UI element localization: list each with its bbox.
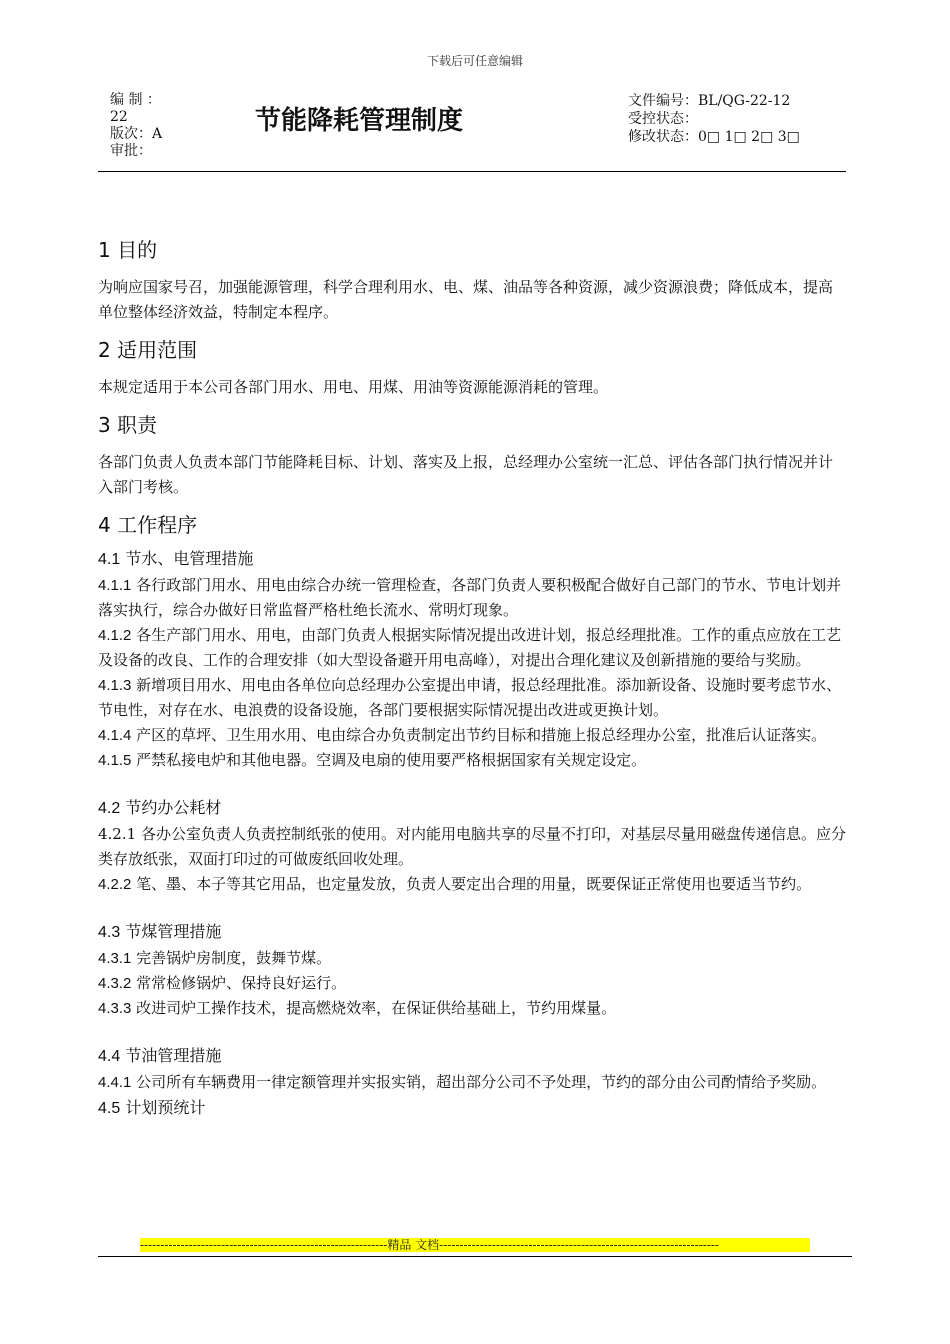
- item-4-3-1: 4.3.1 完善锅炉房制度，鼓舞节煤。: [98, 949, 332, 967]
- subsection-4-5-title: 4.5 计划预统计: [98, 1098, 206, 1117]
- section-2-body: 本规定适用于本公司各部门用水、用电、用煤、用油等资源能源消耗的管理。: [98, 378, 609, 396]
- section-2-title: 2 适用范围: [98, 338, 198, 362]
- item-4-1-5: 4.1.5 严禁私接电炉和其他电器。空调及电扇的使用要严格根据国家有关规定设定。: [98, 751, 647, 769]
- subsection-4-1-title: 4.1 节水、电管理措施: [98, 549, 254, 568]
- item-4-1-4: 4.1.4 产区的草坪、卫生用水用、电由综合办负责制定出节约目标和措施上报总经理办公室，批准后认证落实。: [98, 726, 827, 744]
- section-1-title: 1 目的: [98, 238, 158, 262]
- section-3-body: 各部门负责人负责本部门节能降耗目标、计划、落实及上报，总经理办公室统一汇总、评估各部门执行情况并计入部门考核。: [98, 453, 834, 496]
- item-4-1-3: 4.1.3 新增项目用水、用电由各单位向总经理办公室提出申请，报总经理批准。添加新设备、设施时要考虑节水、节电性，对存在水、电浪费的设备设施，各部门要根据实际情况提出改进或更换计划。: [98, 676, 842, 719]
- approval-label: 审批：: [110, 143, 152, 159]
- header-divider: [98, 171, 846, 172]
- document-title: 节能降耗管理制度: [255, 106, 464, 136]
- header-right-block: [628, 92, 800, 146]
- item-4-2-1: 4.2.1 各办公室负责人负责控制纸张的使用。对内能用电脑共享的尽量不打印，对基层尽量用磁盘传递信息。应分类存放纸张，双面打印过的可做废纸回收处理。: [98, 825, 846, 868]
- item-4-1-2: 4.1.2 各生产部门用水、用电，由部门负责人根据实际情况提出改进计划，报总经理批准。工作的重点应放在工艺及设备的改良、工作的合理安排（如大型设备避开用电高峰），对提出合理化建议及创新措施的要给与奖励。: [98, 626, 842, 669]
- editor-label: 编 制 ：: [110, 92, 161, 108]
- document-body: [98, 233, 846, 1122]
- item-4-3-3: 4.3.3 改进司炉工操作技术，提高燃烧效率，在保证供给基础上，节约用煤量。: [98, 999, 617, 1017]
- file-number: 文件编号：BL/QG-22-12: [628, 93, 791, 109]
- item-4-2-2: 4.2.2 笔、墨、本子等其它用品，也定量发放，负责人要定出合理的用量，既要保证正常使用也要适当节约。: [98, 875, 812, 893]
- subsection-4-3-title: 4.3 节煤管理措施: [98, 922, 222, 941]
- item-4-3-2: 4.3.2 常常检修锅炉、保持良好运行。: [98, 974, 347, 992]
- item-4-4-1: 4.4.1 公司所有车辆费用一律定额管理并实报实销，超出部分公司不予处理，节约的部分由公司酌情给予奖励。: [98, 1073, 827, 1091]
- item-4-1-1: 4.1.1 各行政部门用水、用电由综合办统一管理检查，各部门负责人要积极配合做好自己部门的节水、节电计划并落实执行，综合办做好日常监督严格杜绝长流水、常明灯现象。: [98, 576, 842, 619]
- section-4-title: 4 工作程序: [98, 513, 198, 537]
- footer-divider: [98, 1256, 852, 1257]
- section-1-body: 为响应国家号召，加强能源管理，科学合理利用水、电、煤、油品等各种资源，减少资源浪费；降低成本，提高单位整体经济效益，特制定本程序。: [98, 278, 834, 321]
- footer-watermark-bar: -------------------------------------------------------------精品 文档---------------------------------------------------------------------: [140, 1238, 810, 1252]
- subsection-4-2-title: 4.2 节约办公耗材: [98, 798, 222, 817]
- editor-value: 22: [110, 109, 128, 125]
- revision-status: 修改状态：0□ 1□ 2□ 3□: [628, 129, 800, 145]
- section-3-title: 3 职责: [98, 413, 158, 437]
- subsection-4-4-title: 4.4 节油管理措施: [98, 1046, 222, 1065]
- control-status: 受控状态：: [628, 111, 698, 127]
- header-left-block: [110, 92, 200, 160]
- version-label: 版次：A: [110, 126, 163, 142]
- top-note: 下载后可任意编辑: [426, 54, 523, 68]
